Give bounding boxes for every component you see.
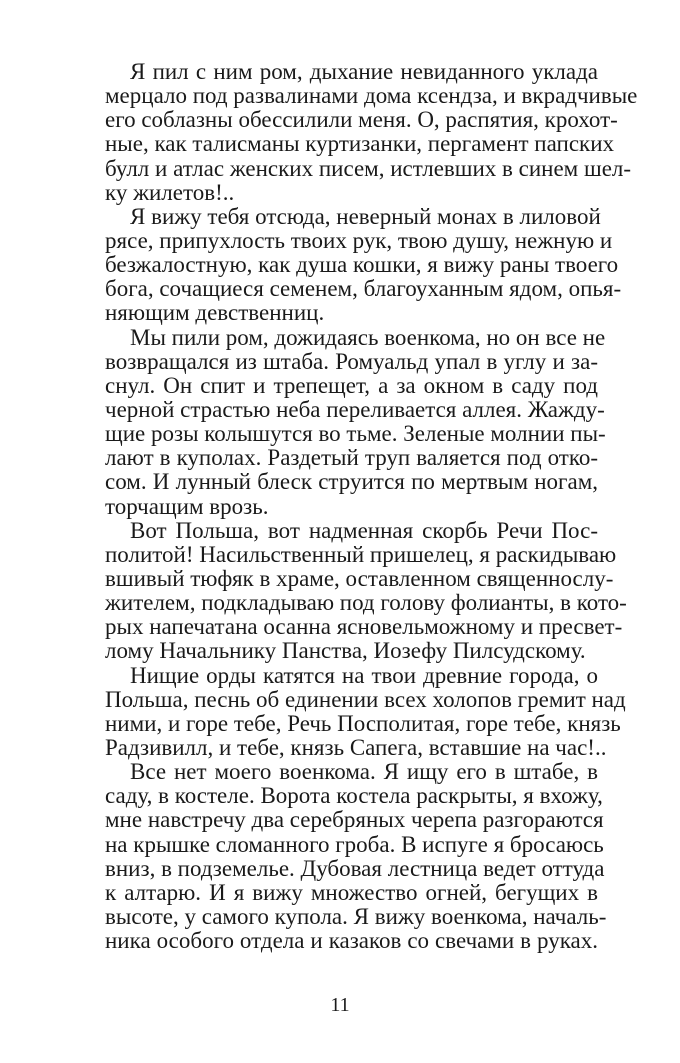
- paragraph: [105, 517, 627, 664]
- text-line: Мы пили ром, дожидаясь военкома, но он все не: [130, 324, 606, 350]
- text-line: бога, сочащиеся семенем, благоуханным ядом, опья-: [105, 276, 622, 302]
- text-line: Я пил с ним ром, дыхание невиданного уклада: [130, 59, 598, 84]
- paragraph: [105, 759, 607, 954]
- text-line: мерцало под развалинами дома ксендза, и вкрадчивые: [105, 83, 638, 109]
- text-line: черной страстью неба переливается аллея. Жаждy-: [105, 396, 605, 422]
- text-line: на крышке сломанного гроба. В испуге я бросаюсь: [105, 831, 604, 857]
- text-line: жителем, подкладываю под голову фолианты, в кото-: [105, 590, 627, 616]
- page-number: 11: [330, 994, 350, 1016]
- text-line: возвращался из штаба. Ромуальд упал в углу и за-: [105, 348, 598, 374]
- book-page-text: [105, 59, 638, 954]
- paragraph: [105, 324, 606, 519]
- text-line: к алтарю. И я вижу множество огней, бегущих в: [105, 879, 598, 905]
- text-line: высоте, у самого купола. Я вижу военкома, началь-: [105, 903, 607, 929]
- text-line: Все нет моего военкома. Я ищу его в штабе, в: [130, 759, 598, 785]
- text-line: Вот Польша, вот надменная скорбь Речи Пос-: [130, 517, 598, 543]
- text-line: Нищие орды катятся на твои древние города, о: [130, 662, 598, 688]
- text-line: булл и атлас женских писем, истлевших в синем шел-: [105, 155, 632, 181]
- text-line: рясе, припухлость твоих рук, твою душу, нежную и: [105, 227, 613, 253]
- paragraph: [105, 662, 626, 761]
- text-line: ними, и горе тебе, Речь Посполитая, горе тебе, князь: [105, 710, 621, 736]
- text-line: мне навстречу два серебряных черепа разгораются: [105, 807, 604, 833]
- text-line: ные, как талисманы куртизанки, пергамент папских: [105, 131, 615, 157]
- text-line: снул. Он спит и трепещет, а за окном в саду под: [105, 372, 598, 398]
- text-line: няющим девственниц.: [105, 300, 325, 326]
- text-line: лому Начальнику Панства, Иозефу Пилсудскому.: [105, 638, 586, 664]
- text-line: вниз, в подземелье. Дубовая лестница ведет оттуда: [105, 855, 605, 881]
- text-line: лают в куполах. Раздетый труп валяется под отко-: [105, 445, 598, 471]
- text-line: сом. И лунный блеск струится по мертвым ногам,: [105, 469, 598, 495]
- text-line: Польша, песнь об единении всех холопов гремит над: [105, 686, 626, 712]
- text-line: рых напечатана осанна ясновельможному и пресвет-: [105, 614, 623, 640]
- text-line: Радзивилл, и тебе, князь Сапега, вставшие на час!..: [105, 734, 607, 760]
- text-line: вшивый тюфяк в храме, оставленном священнослу-: [105, 565, 614, 591]
- text-line: саду, в костеле. Ворота костела раскрыты, я вхожу,: [105, 783, 603, 809]
- text-line: ку жилетов!..: [105, 179, 235, 205]
- text-line: политой! Насильственный пришелец, я раскидываю: [105, 541, 617, 567]
- text-line: Я вижу тебя отсюда, неверный монах в лиловой: [130, 203, 601, 229]
- text-line: ника особого отдела и казаков со свечами в руках.: [105, 928, 598, 954]
- paragraph: [105, 59, 638, 205]
- text-line: торчащим врозь.: [105, 493, 269, 519]
- paragraph: [105, 203, 622, 326]
- text-line: его соблазны обессилили меня. О, распятия, крохот-: [105, 107, 618, 133]
- text-line: щие розы колышутся во тьме. Зеленые молнии пы-: [105, 421, 606, 447]
- text-line: безжалостную, как душа кошки, я вижу раны твоего: [105, 252, 619, 278]
